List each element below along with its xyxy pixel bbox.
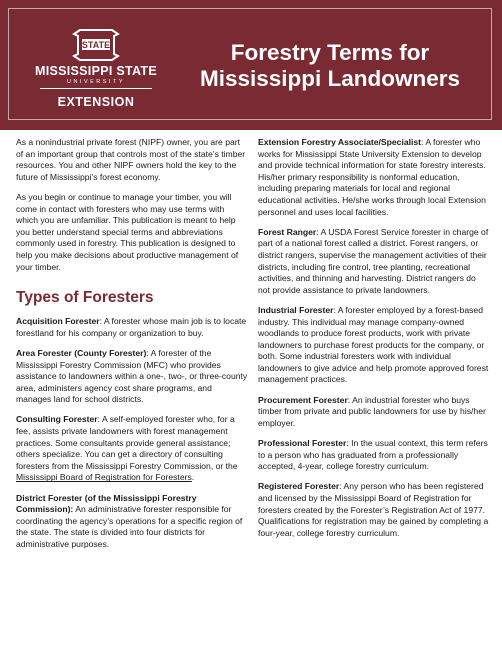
term-label: Consulting Forester [16, 414, 98, 425]
term-definition: An administrative forester responsible for coordinating the agency’s operations for a specific region of the state. The state is divided into four districts for administrative purposes. [16, 504, 243, 549]
term-label: Forest Ranger [258, 226, 317, 237]
entry-forest-ranger [258, 227, 490, 297]
logo-mississippi-state: MISSISSIPPI STATE [34, 64, 158, 78]
term-definition: : A USDA Forest Service forester in charge of part of a national forest called a district. Forest rangers, or district rangers, supervise the management activities of their districts, including fire control, tree planting, recreational activities, and thinning and harvesting. District rangers do not provide assistance to private landowners. [258, 226, 489, 295]
term-definition: : In the usual context, this term refers to a person who has graduated from a professionally accepted, 4-year, college forestry curriculum. [258, 438, 488, 472]
term-label: Industrial Forester [258, 304, 334, 315]
left-column [16, 137, 248, 559]
title-line-2: Mississippi Landowners [199, 66, 461, 91]
term-label: Extension Forestry Associate/Specialist [258, 137, 422, 147]
term-definition: : Any person who has been registered and licensed by the Mississippi Board of Registration for foresters created by the Forester’s Registration Act of 1977. Qualifications for registration may be gained by completing a four-year, college forestry curriculum. [258, 481, 489, 538]
term-definition-end: . [191, 472, 195, 483]
page-title [180, 40, 480, 92]
term-definition: : A forester who works for Mississippi State University Extension to develop and provide technical information for state forestry interests. His/her primary responsibility is nonformal education, including preparing materials for local and regional educational activities. He/she works through local Extension personnel and uses local facilities. [258, 137, 486, 217]
entry-district-forester [16, 493, 248, 551]
crest-text: STATE [81, 40, 111, 50]
term-label: Acquisition Forester [16, 316, 100, 327]
section-heading: Types of Foresters [16, 289, 154, 307]
entry-industrial-forester [258, 305, 490, 386]
header-banner [0, 0, 502, 130]
term-label: Registered Forester [258, 481, 340, 492]
entry-consulting-forester [16, 414, 248, 484]
board-registration-link[interactable]: Mississippi Board of Registration for Foresters [16, 472, 192, 483]
logo-university: UNIVERSITY [66, 79, 125, 85]
intro-paragraph-1: As a nonindustrial private forest (NIPF) owner, you are part of an important group that controls most of the state’s timber resources. You and other NIPF owners hold the key to the future of Mississippi’s forest economy. [16, 137, 246, 182]
term-label: District Forester (of the Mississippi Forestry Commission): [16, 492, 197, 515]
term-label: Area Forester (County Forester) [16, 347, 147, 358]
entry-professional-forester [258, 438, 490, 473]
entry-extension-forestry-associate [258, 137, 490, 218]
crest-icon [70, 28, 122, 62]
logo-divider [40, 88, 152, 89]
right-column [258, 137, 490, 548]
term-label: Professional Forester [258, 438, 347, 449]
title-line-1: Forestry Terms for [230, 40, 430, 65]
intro-paragraph-2: As you begin or continue to manage your timber, you will come in contact with foresters who may use terms with which you are unfamiliar. This publication is meant to help you better understand special terms and abbreviations commonly used in forestry. This publication is designed to help you make decisions about productive management of your timber. [16, 191, 239, 272]
term-definition: : A self-employed forester who, for a fee, assists private landowners with forest management practices. Some consultants provide general assistance; others specialize. You can get a directory of consulting foresters from the Mississippi Forestry Commission, or the [16, 414, 238, 471]
term-definition: : An industrial forester who buys timber from private and public landowners for use by his/her employer. [258, 394, 486, 428]
entry-registered-forester [258, 481, 490, 539]
term-definition: : A forester whose main job is to locate forestland for his company or organization to buy. [16, 316, 247, 338]
entry-acquisition-forester [16, 316, 248, 339]
msu-extension-logo [26, 28, 166, 118]
logo-extension: EXTENSION [57, 95, 135, 109]
term-definition: : A forester of the Mississippi Forestry Commission (MFC) who provides assistance to landowners within a one-, two-, or three-county area, administers agency cost share programs, and manages land for school districts. [16, 347, 248, 405]
entry-procurement-forester [258, 395, 490, 430]
term-label: Procurement Forester [258, 394, 348, 405]
term-definition: : A forester employed by a forest-based industry. This individual may manage company-owned woodlands to produce forest products, work with private landowners to purchase forest products for the company, or both. Some industrial foresters work with individual landowners to give advice and help promote approved forest management practices. [258, 304, 489, 385]
entry-area-forester [16, 348, 248, 406]
